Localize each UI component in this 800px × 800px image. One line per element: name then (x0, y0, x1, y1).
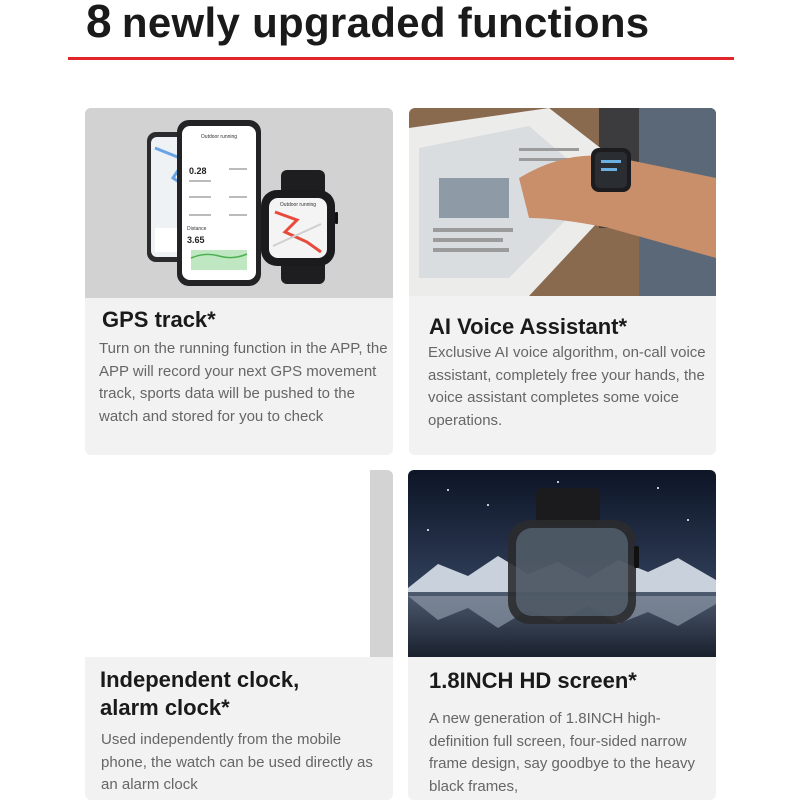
clock-image-area (85, 470, 393, 657)
clock-card-title (100, 666, 299, 722)
phone-header-text: Outdoor running (200, 134, 238, 140)
hd-card-description: A new generation of 1.8INCH high-definition full screen, four-sided narrow frame design, say goodbye to the heavy black frames, (429, 710, 696, 795)
clock-card-title-line2: alarm clock* (100, 695, 230, 720)
feature-card-hd-screen (408, 470, 716, 800)
heading-underline (68, 57, 734, 60)
feature-card-clock (85, 470, 393, 800)
phone-distance-label: Distance (187, 226, 207, 232)
heading-number: 8 (86, 0, 112, 47)
phone-value-1: 0.28 (189, 166, 207, 176)
feature-card-gps (85, 108, 393, 455)
feature-card-ai-voice (409, 108, 716, 455)
hd-screen-photo (408, 470, 716, 657)
clock-image-edge (370, 470, 393, 657)
gps-card-title: GPS track* (102, 307, 216, 332)
phone-value-2: 3.65 (187, 235, 205, 245)
hd-card-title: 1.8INCH HD screen* (429, 668, 637, 693)
ai-voice-photo (409, 108, 716, 296)
clock-card-description: Used independently from the mobile phone, the watch can be used directly as an alarm clock (101, 731, 373, 793)
heading-text: newly upgraded functions (121, 0, 650, 46)
gps-product-image (85, 108, 393, 298)
front-phone-illustration (177, 120, 261, 286)
watch-header-text: Outdoor running (279, 202, 317, 208)
gps-card-description: Turn on the running function in the APP, the APP will record your next GPS movement track, sports data will be pushed to the watch and stored for you to check (99, 340, 388, 425)
page-heading (86, 0, 649, 48)
ai-card-title: AI Voice Assistant* (429, 314, 628, 339)
ai-card-description: Exclusive AI voice algorithm, on-call voice assistant, completely free your hands, the voice assistant completes some voice operations. (428, 344, 706, 429)
clock-card-title-line1: Independent clock, (100, 667, 300, 692)
